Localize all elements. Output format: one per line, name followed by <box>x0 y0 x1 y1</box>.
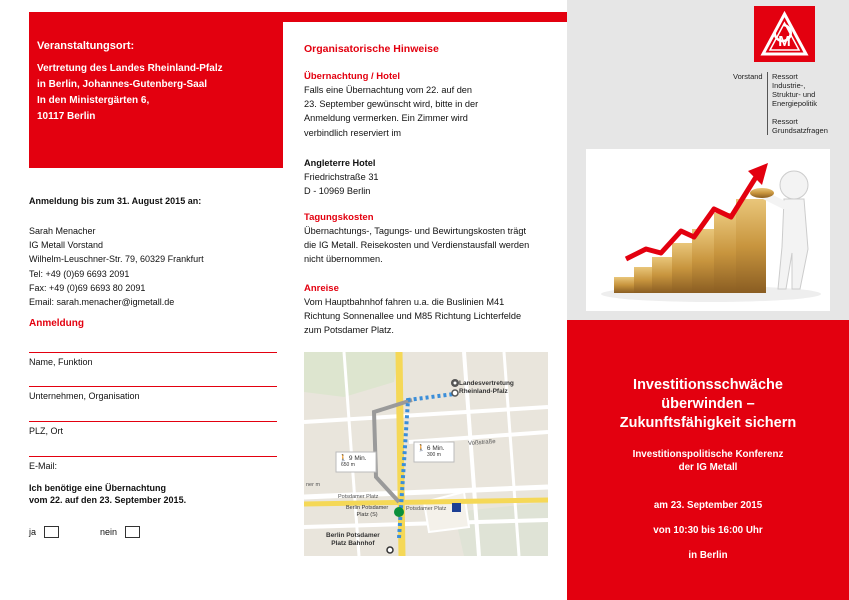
travel-text-line: Vom Hauptbahnhof fahren u.a. die Buslinien M41 <box>304 297 505 307</box>
walk-distance: 300 m <box>427 452 441 458</box>
station-line: Berlin Potsdamer <box>346 505 389 511</box>
brand-panel <box>567 0 849 320</box>
hotel-heading: Übernachtung / Hotel <box>304 71 401 82</box>
form-label: PLZ, Ort <box>29 426 64 436</box>
route-map[interactable] <box>304 352 548 556</box>
station-line: Berlin Potsdamer <box>326 532 380 539</box>
contact-fax: Fax: +49 (0)69 6693 80 2091 <box>29 282 146 293</box>
contact-org: IG Metall Vorstand <box>29 240 104 251</box>
costs-heading: Tagungskosten <box>304 212 374 223</box>
city-field[interactable] <box>29 421 277 436</box>
travel-text-line: zum Potsdamer Platz. <box>304 325 394 336</box>
costs-section <box>304 212 564 267</box>
event-title-line: Zukunftsfähigkeit sichern <box>619 415 797 431</box>
travel-section <box>304 283 564 338</box>
dept-line: Energiepolitik <box>772 99 818 108</box>
event-time: von 10:30 bis 16:00 Uhr <box>653 525 763 536</box>
email-field[interactable] <box>29 456 277 471</box>
org-label: Vorstand <box>733 72 763 81</box>
ig-metall-logo-icon <box>754 6 815 62</box>
venue-line: Vertretung des Landes Rheinland-Pfalz <box>37 63 223 74</box>
station-line: Platz Bahnhof <box>331 540 375 547</box>
hotel-text-line: Falls eine Übernachtung vom 22. auf den <box>304 85 473 95</box>
form-label: E-Mail: <box>29 461 58 471</box>
contact-block <box>29 224 204 309</box>
no-checkbox[interactable] <box>125 526 140 538</box>
travel-heading: Anreise <box>304 283 339 294</box>
contact-email: Email: sarah.menacher@igmetall.de <box>29 297 175 308</box>
hotel-city: D - 10969 Berlin <box>304 186 371 197</box>
dept-line: Grundsatzfragen <box>772 126 828 135</box>
walk-time: 6 Min. <box>426 445 445 452</box>
walking-person-icon: 🚶 <box>417 445 426 452</box>
dept-line: Industrie-, <box>772 81 806 90</box>
costs-text-line: Übernachtungs-, Tagungs- und Bewirtungskosten trägt <box>304 226 526 236</box>
coins-growth-image <box>586 149 830 311</box>
station-sbahn <box>346 505 388 519</box>
venue-line: 10117 Berlin <box>37 111 96 122</box>
street-label: Potsdamer Platz <box>338 494 379 500</box>
event-subtitle-line: der IG Metall <box>678 462 738 473</box>
registration-column <box>0 0 290 600</box>
yes-checkbox[interactable] <box>44 526 59 538</box>
no-label: nein <box>100 527 118 537</box>
hotel-address-section <box>304 156 559 199</box>
form-label: Unternehmen, Organisation <box>29 391 140 401</box>
hotel-name: Angleterre Hotel <box>304 158 376 168</box>
walk-route-main <box>417 444 445 458</box>
yes-label: ja <box>29 527 37 537</box>
costs-text-line: die IG Metall. Reisekosten und Verdienstausfall werden <box>304 240 530 251</box>
event-title-line: Investitionsschwäche <box>633 377 783 393</box>
form-label: Name, Funktion <box>29 357 93 367</box>
scale-fragment: ner m <box>306 482 321 488</box>
name-field[interactable] <box>29 352 277 367</box>
company-field[interactable] <box>29 386 277 401</box>
street-label: Voßstraße <box>467 439 496 447</box>
form-line <box>29 421 277 422</box>
walk-distance: 650 m <box>341 462 355 468</box>
event-place: in Berlin <box>688 550 728 561</box>
registration-deadline: Anmeldung bis zum 31. August 2015 an: <box>29 196 202 206</box>
u-bahn-icon <box>452 503 461 512</box>
form-line <box>29 386 277 387</box>
form-line <box>29 456 277 457</box>
hotel-text-line: verbindlich reserviert im <box>304 127 402 138</box>
org-departments <box>767 72 828 135</box>
event-title-line: überwinden – <box>661 396 755 412</box>
form-heading: Anmeldung <box>29 318 84 329</box>
overnight-line: vom 22. auf den 23. September 2015. <box>29 495 187 505</box>
walk-route-alt <box>339 454 367 468</box>
map-destination <box>459 380 514 396</box>
walking-person-icon: 🚶 <box>339 455 348 462</box>
station-bahnhof <box>326 532 380 548</box>
walk-time: 9 Min. <box>348 455 367 462</box>
dept-line: Ressort <box>772 117 798 126</box>
hotel-text-line: 23. September gewünscht wird, bitte in der <box>304 99 479 110</box>
no-option <box>100 526 140 538</box>
destination-line: Landesvertretung <box>459 380 514 387</box>
overnight-line: Ich benötige eine Übernachtung <box>29 483 167 493</box>
event-subtitle-line: Investitionspolitische Konferenz <box>632 449 784 460</box>
hotel-section <box>304 71 559 140</box>
venue-line: In den Ministergärten 6, <box>37 95 150 106</box>
venue-title: Veranstaltungsort: <box>37 40 135 52</box>
venue-line: in Berlin, Johannes-Gutenberg-Saal <box>37 79 208 90</box>
venue-box <box>29 22 283 168</box>
info-title: Organisatorische Hinweise <box>304 43 439 55</box>
station-line: Platz (S) <box>356 512 378 518</box>
costs-text-line: nicht übernommen. <box>304 254 383 265</box>
form-line <box>29 352 277 353</box>
contact-address: Wilhelm-Leuschner-Str. 79, 60329 Frankfurt <box>29 254 204 265</box>
event-panel <box>567 320 849 600</box>
dept-line: Ressort <box>772 72 798 81</box>
hotel-street: Friedrichstraße 31 <box>304 172 379 183</box>
street-label: Potsdamer Platz <box>406 506 447 512</box>
event-title <box>567 376 849 433</box>
s-bahn-icon <box>394 507 404 517</box>
dept-line: Struktur- und <box>772 90 816 99</box>
destination-line: Rheinland-Pfalz <box>459 388 508 395</box>
contact-phone: Tel: +49 (0)69 6693 2091 <box>29 268 130 279</box>
contact-name: Sarah Menacher <box>29 226 96 236</box>
hotel-text-line: Anmeldung vermerken. Ein Zimmer wird <box>304 113 468 124</box>
event-date: am 23. September 2015 <box>653 500 763 511</box>
travel-text-line: Richtung Sonnenallee und M85 Richtung Lichterfelde <box>304 311 522 322</box>
event-subtitle <box>567 448 849 474</box>
svg-text:M: M <box>778 33 791 50</box>
yes-option <box>29 526 59 538</box>
overnight-question <box>29 482 186 506</box>
